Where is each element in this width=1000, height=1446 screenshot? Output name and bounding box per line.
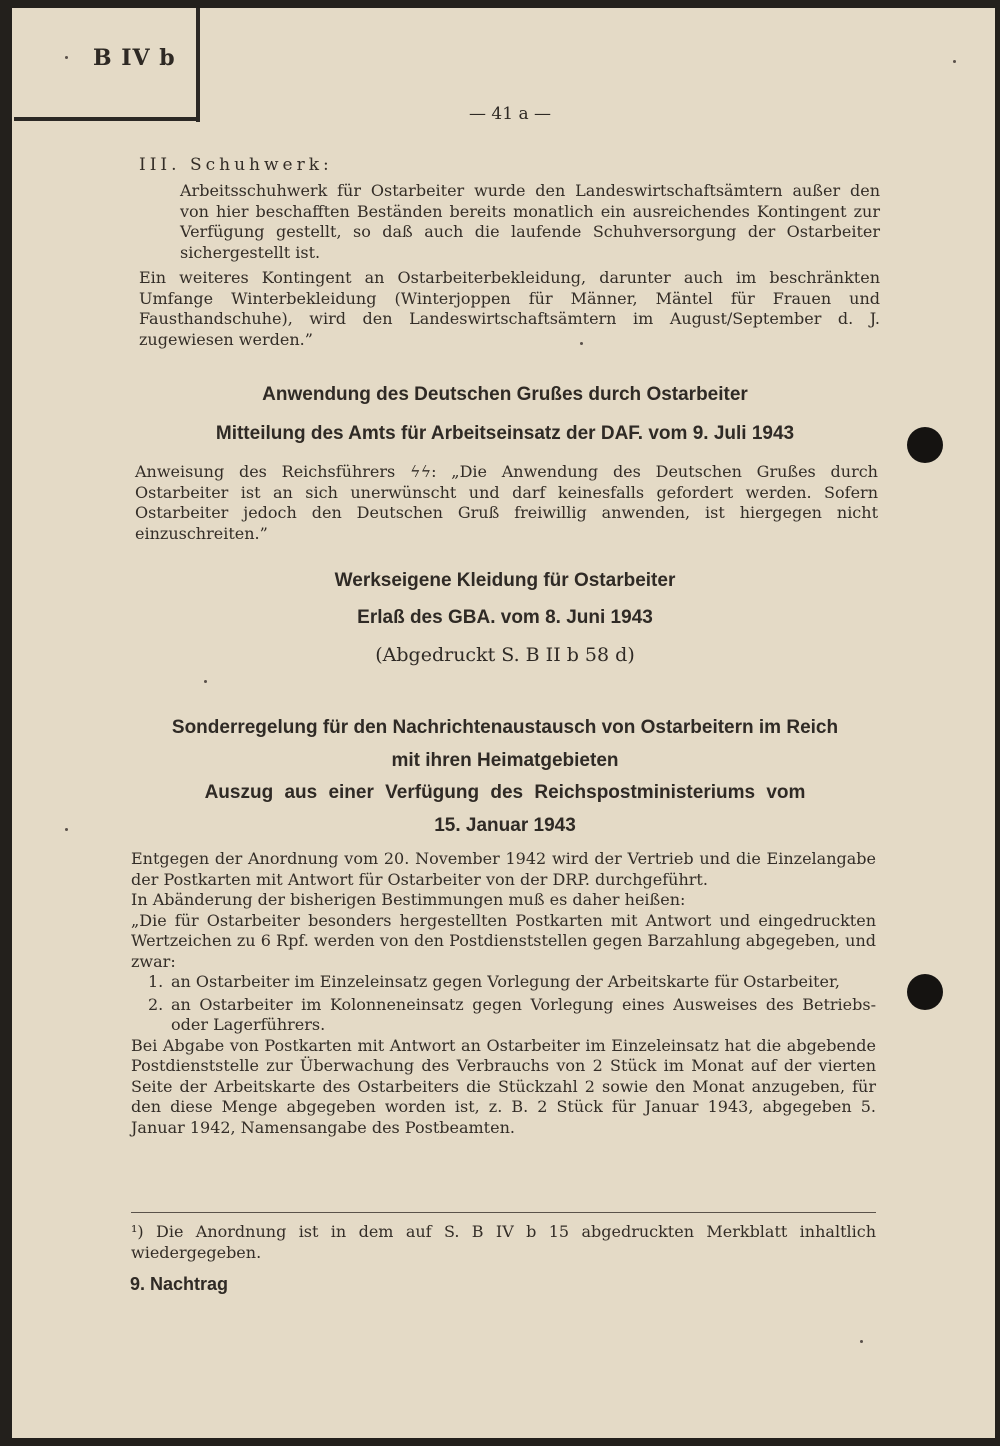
footnote-marker: ¹): [131, 1222, 144, 1241]
greeting-paragraph: [135, 462, 878, 544]
section-subtitle-line: Auszug aus einer Verfügung des Reichspostministeriums vom: [204, 782, 806, 803]
paragraph-text: [135, 462, 878, 544]
page-number: — 41 a —: [469, 104, 551, 124]
paragraph-prefix: Anweisung des Reichsführers: [135, 462, 396, 481]
paper-speck: [65, 56, 68, 59]
paragraph-text: In Abänderung der bisherigen Bestimmungen muß es daher heißen:: [131, 890, 686, 909]
paragraph-text: Entgegen der Anordnung vom 20. November 1942 wird der Vertrieb und die Einzelangabe der Postkarten mit Antwort für Ostarbeiter von der DRP. durchgeführt.: [131, 849, 876, 889]
scan-border-right: [995, 0, 1000, 1446]
paragraph-text: „Die für Ostarbeiter besonders hergestellten Postkarten mit Antwort und eingedruckten Wertzeichen zu 6 Rpf. werden von den Postdienststellen gegen Barzahlung abgegeben, und zwar:: [131, 910, 876, 971]
punch-hole: [907, 974, 943, 1010]
list-item: [131, 972, 876, 993]
punch-hole: [907, 427, 943, 463]
scan-border-top: [0, 0, 1000, 8]
ss-symbol: ϟϟ: [410, 462, 432, 481]
footwear-paragraph: [139, 268, 880, 350]
footnote-divider: [131, 1212, 876, 1213]
paragraph-rest: : „Die Anwendung des Deutschen Grußes durch Ostarbeiter ist an sich unerwünscht und darf keinesfalls gefordert werden. Sofern Ostarbeiter jedoch den Deutschen Gruß freiwillig anwenden, ist hiergegen nicht einzuschreiten.”: [135, 462, 878, 543]
section-reference: (Abgedruckt S. B II b 58 d): [375, 644, 635, 666]
paragraph-text: Arbeitsschuhwerk für Ostarbeiter wurde den Landeswirtschaftsämtern außer den von hier beschafften Beständen bereits monatlich ein ausreichendes Kontingent zur Verfügung gestellt, so daß auch die laufende Schuhversorgung der Ostarbeiter sichergestellt ist.: [180, 181, 880, 262]
paragraph-text: Bei Abgabe von Postkarten mit Antwort an Ostarbeiter im Einzeleinsatz hat die abgebende Postdienststelle zur Überwachung des Verbrauchs von 2 Stück im Monat auf der vierten Seite der Arbeitskarte des Ostarbeiters die Stückzahl 2 sowie den Monat anzugeben, für den diese Menge abgegeben worden ist, z. B. 2 Stück für Januar 1943, abgegeben 5. Januar 1942, Namensangabe des Postbeamten.: [131, 1035, 876, 1137]
section-title-line: Sonderregelung für den Nachrichtenaustausch von Ostarbeitern im Reich: [171, 717, 839, 738]
section-subtitle-line: 15. Januar 1943: [434, 815, 576, 836]
footnote-body: Die Anordnung ist in dem auf S. B IV b 15 abgedruckten Merkblatt inhaltlich wiedergegeben.: [131, 1222, 876, 1262]
section-title: Werkseigene Kleidung für Ostarbeiter: [334, 570, 676, 591]
section-title: Anwendung des Deutschen Grußes durch Ostarbeiter: [262, 384, 748, 405]
list-item-text: an Ostarbeiter im Kolonneneinsatz gegen Vorlegung eines Ausweises des Betriebs- oder Lagerführers.: [171, 994, 876, 1034]
section-subtitle: Erlaß des GBA. vom 8. Juni 1943: [357, 607, 653, 628]
section-box-border: [14, 117, 200, 121]
paper-speck: [204, 680, 207, 683]
footwear-indented-paragraph: [180, 181, 880, 263]
paper-speck: [953, 60, 956, 63]
footwear-heading: III. Schuhwerk:: [139, 155, 333, 175]
footwear-label: [139, 155, 539, 176]
paper-speck: [65, 828, 68, 831]
paper-speck: [860, 1340, 863, 1343]
footnote-text: [131, 1222, 876, 1263]
list-item-number: 2.: [148, 994, 164, 1014]
footnote: [131, 1222, 876, 1263]
conditions-list: [131, 972, 876, 1036]
list-item: [131, 995, 876, 1036]
mail-body: [131, 849, 876, 1138]
supplement-label: 9. Nachtrag: [130, 1274, 229, 1294]
section-box-border: [196, 8, 200, 122]
section-tag: B IV b: [93, 45, 176, 71]
list-item-number: 1.: [148, 972, 164, 991]
paragraph-text: Ein weiteres Kontingent an Ostarbeiterbekleidung, darunter auch im beschränkten Umfange Winterbekleidung (Winterjoppen für Männer, Mäntel für Frauen und Fausthandschuhe), wird den Landeswirtschaftsämtern im August/September d. J. zugewiesen werden.”: [139, 268, 880, 349]
section-subtitle: Mitteilung des Amts für Arbeitseinsatz der DAF. vom 9. Juli 1943: [215, 423, 795, 444]
list-item-text: an Ostarbeiter im Einzeleinsatz gegen Vorlegung der Arbeitskarte für Ostarbeiter,: [171, 972, 840, 991]
section-title-line: mit ihren Heimatgebieten: [391, 750, 619, 771]
scan-border-left: [0, 0, 12, 1446]
scan-border-bottom: [0, 1438, 1000, 1446]
